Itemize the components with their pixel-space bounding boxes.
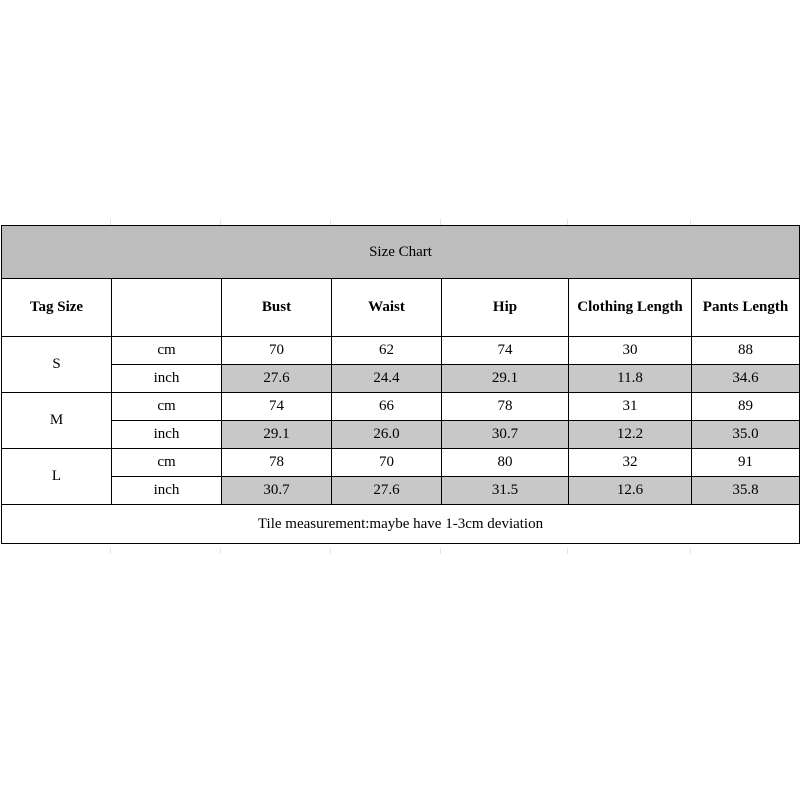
clothing-length-cell: 32 (569, 449, 692, 477)
header-bust: Bust (222, 279, 332, 337)
guide-mark (440, 548, 441, 554)
header-waist: Waist (332, 279, 442, 337)
table-row (2, 337, 800, 365)
size-chart-table (1, 225, 800, 544)
header-tag-size: Tag Size (2, 279, 112, 337)
pants-length-cell: 91 (692, 449, 800, 477)
header-row (2, 279, 800, 337)
hip-cell: 29.1 (442, 365, 569, 393)
bust-cell: 29.1 (222, 421, 332, 449)
bust-cell: 74 (222, 393, 332, 421)
bust-cell: 70 (222, 337, 332, 365)
hip-cell: 31.5 (442, 477, 569, 505)
table-row (2, 477, 800, 505)
waist-cell: 62 (332, 337, 442, 365)
unit-cell: inch (112, 421, 222, 449)
unit-cell: inch (112, 365, 222, 393)
waist-cell: 26.0 (332, 421, 442, 449)
table-row (2, 393, 800, 421)
guide-mark (690, 548, 691, 554)
tag-size-cell: L (2, 449, 112, 505)
unit-cell: cm (112, 449, 222, 477)
clothing-length-cell: 30 (569, 337, 692, 365)
waist-cell: 27.6 (332, 477, 442, 505)
header-hip: Hip (442, 279, 569, 337)
tag-size-cell: S (2, 337, 112, 393)
clothing-length-cell: 12.6 (569, 477, 692, 505)
table-row (2, 449, 800, 477)
clothing-length-cell: 11.8 (569, 365, 692, 393)
pants-length-cell: 35.0 (692, 421, 800, 449)
tag-size-cell: M (2, 393, 112, 449)
table-row (2, 421, 800, 449)
hip-cell: 74 (442, 337, 569, 365)
guide-mark (220, 548, 221, 554)
bust-cell: 27.6 (222, 365, 332, 393)
unit-cell: cm (112, 393, 222, 421)
pants-length-cell: 89 (692, 393, 800, 421)
guide-mark (330, 548, 331, 554)
clothing-length-cell: 12.2 (569, 421, 692, 449)
unit-cell: inch (112, 477, 222, 505)
bust-cell: 78 (222, 449, 332, 477)
bust-cell: 30.7 (222, 477, 332, 505)
guide-mark (110, 548, 111, 554)
header-clothing-length: Clothing Length (569, 279, 692, 337)
clothing-length-cell: 31 (569, 393, 692, 421)
pants-length-cell: 35.8 (692, 477, 800, 505)
unit-cell: cm (112, 337, 222, 365)
header-pants-length: Pants Length (692, 279, 800, 337)
waist-cell: 66 (332, 393, 442, 421)
waist-cell: 70 (332, 449, 442, 477)
pants-length-cell: 88 (692, 337, 800, 365)
measurement-note: Tile measurement:maybe have 1-3cm deviation (2, 505, 800, 544)
table-row (2, 365, 800, 393)
chart-title: Size Chart (2, 226, 800, 279)
hip-cell: 30.7 (442, 421, 569, 449)
pants-length-cell: 34.6 (692, 365, 800, 393)
guide-mark (567, 548, 568, 554)
waist-cell: 24.4 (332, 365, 442, 393)
hip-cell: 78 (442, 393, 569, 421)
hip-cell: 80 (442, 449, 569, 477)
header-unit (112, 279, 222, 337)
